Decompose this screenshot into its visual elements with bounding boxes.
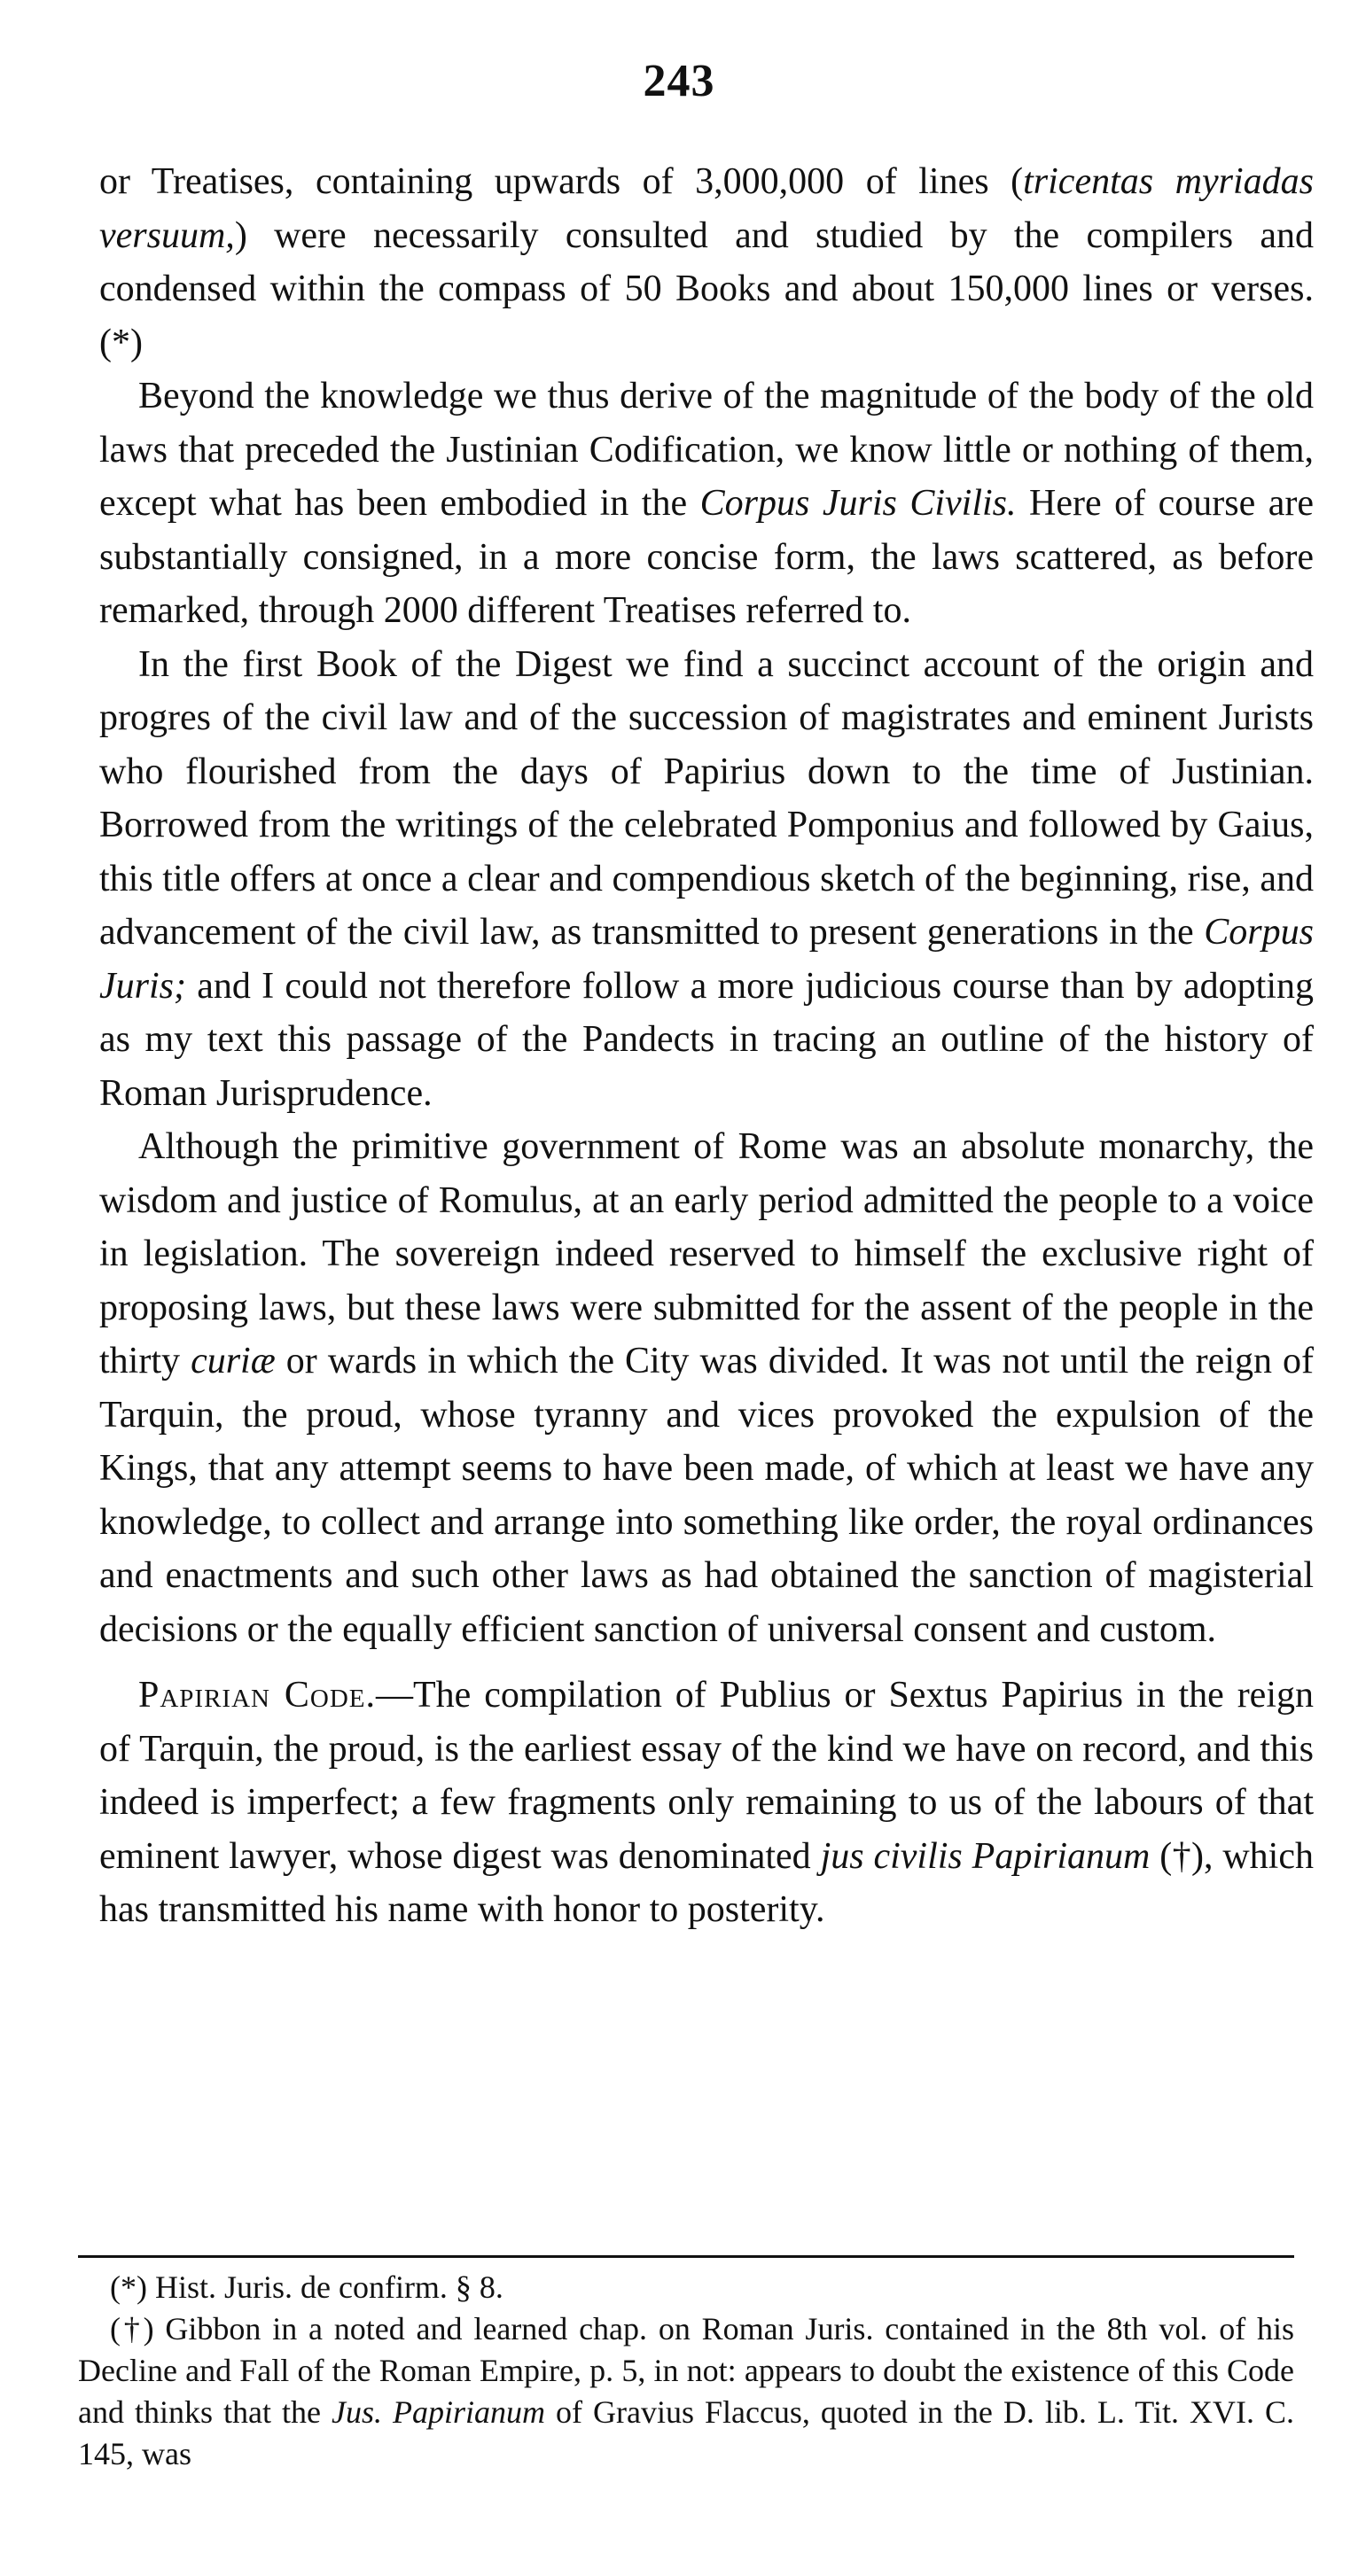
- body-text: [99, 155, 1314, 1937]
- paragraph-4: [99, 1120, 1314, 1656]
- page-number: 243: [643, 56, 715, 106]
- paragraph-1-text-cont: ) were necessarily consulted and studied by the compilers and condensed within the compass of 50 Books and about 150,000 lines or verses. (*): [99, 214, 1314, 363]
- paragraph-4-italic-term: curiæ: [191, 1341, 276, 1381]
- footnote-1: (*) Hist. Juris. de confirm. § 8.: [110, 2269, 503, 2305]
- paragraph-1-latin-phrase: tricentas myriadas versuum,: [99, 161, 1314, 256]
- section-heading: Papirian Code.: [138, 1675, 376, 1716]
- footnote-divider: [78, 2255, 1294, 2258]
- paragraph-4-text: Although the primitive government of Rome was an absolute monarchy, the wisdom and justice of Romulus, at an early period admitted the people to a voice in legislation. The sovereign indeed reserved to himself the exclusive right of proposing laws, but these laws were submitted for the assent of the people in the thirty: [99, 1126, 1314, 1381]
- paragraph-1-text: or Treatises, containing upwards of 3,000,000 of lines (: [99, 161, 1024, 202]
- paragraph-2-text-cont: Here of course are substantially consigned, in a more concise form, the laws scattered, as before remarked, through 2000 different Treatises referred to.: [99, 483, 1314, 631]
- paragraph-5-italic-term: jus civilis Papirianum: [820, 1835, 1151, 1877]
- paragraph-2: [99, 370, 1314, 638]
- paragraph-4-text-cont: or wards in which the City was divided. It was not until the reign of Tarquin, the proud, whose tyranny and vices provoked the expulsion of the Kings, that any attempt seems to have been made, of which at least we have any knowledge, to collect and arrange into something like order, the royal ordinances and enactments and such other laws as had obtained the sanction of magisterial decisions or the equally efficient sanction of universal consent and custom.: [99, 1341, 1314, 1650]
- paragraph-3-text-cont: and I could not therefore follow a more judicious course than by adopting as my text this passage of the Pandects in tracing an outline of the history of Roman Jurisprudence.: [99, 965, 1314, 1114]
- paragraph-3-italic-title: Corpus Juris;: [99, 912, 1314, 1007]
- paragraph-spacer: [99, 1656, 1314, 1669]
- paragraph-3: [99, 638, 1314, 1121]
- paragraph-1: [99, 155, 1314, 370]
- footnote-2-text-cont: of Gravius Flaccus, quoted in the D. lib. L. Tit. XVI. C. 145, was: [78, 2394, 1294, 2471]
- paragraph-5-text: —The compilation of Publius or Sextus Papirius in the reign of Tarquin, the proud, is the earliest essay of the kind we have on record, and this indeed is imperfect; a few fragments only remaining to us of the labours of that eminent lawyer, whose digest was denominated: [99, 1675, 1314, 1877]
- paragraph-5: [99, 1669, 1314, 1937]
- paragraph-2-italic-title: Corpus Juris Civilis.: [699, 483, 1017, 524]
- footnote-2: [78, 2308, 1294, 2475]
- paragraph-2-text: Beyond the knowledge we thus derive of the magnitude of the body of the old laws that preceded the Justinian Codification, we know little or nothing of them, except what has been embodied in the: [99, 376, 1314, 524]
- footnotes: [78, 2267, 1294, 2475]
- paragraph-3-text: In the first Book of the Digest we find a succinct account of the origin and progres of the civil law and of the succession of magistrates and eminent Jurists who flourished from the days of Papirius down to the time of Justinian. Borrowed from the writings of the celebrated Pomponius and followed by Gaius, this title offers at once a clear and compendious sketch of the beginning, rise, and advancement of the civil law, as transmitted to present generations in the: [99, 643, 1314, 953]
- footnote-2-text: (†) Gibbon in a noted and learned chap. on Roman Juris. contained in the 8th vol. of his Decline and Fall of the Roman Empire, p. 5, in not: appears to doubt the existence of this Code and thinks that the: [78, 2311, 1294, 2430]
- footnote-2-italic-title: Jus. Papirianum: [331, 2394, 545, 2430]
- paragraph-5-text-cont: (†), which has transmitted his name with honor to posterity.: [99, 1835, 1314, 1930]
